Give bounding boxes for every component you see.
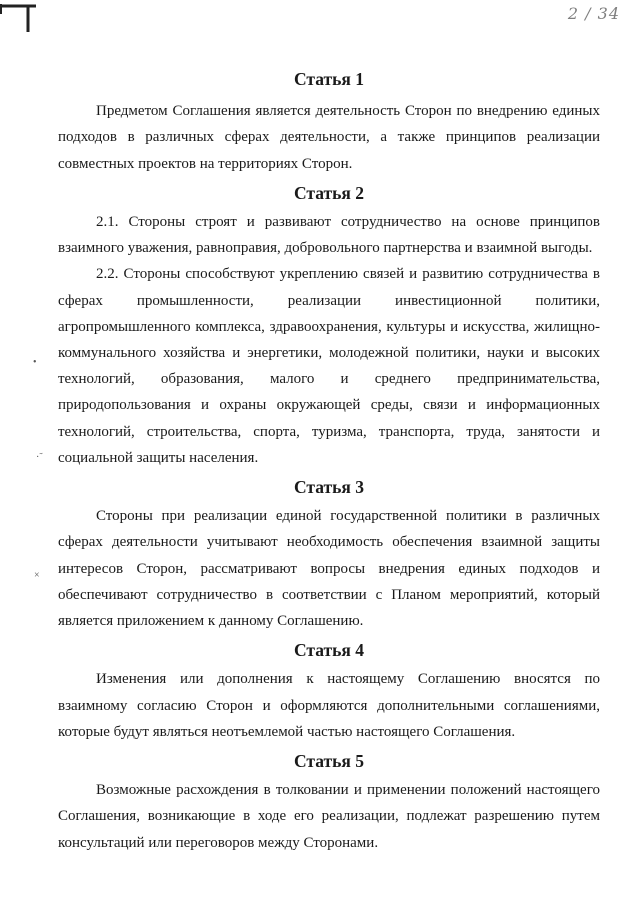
article-2-heading: Статья 2 (293, 182, 365, 203)
article-3-heading: Статья 3 (293, 477, 365, 498)
article-5-paragraph-1: Возможные расхождения в толковании и применении положений настоящего Соглашения, возникающие в ходе его реализации, подлежат разрешению путем консультаций или переговоров между Сторонами. (58, 782, 600, 851)
article-1-heading: Статья 1 (293, 69, 365, 89)
article-1-paragraph-1: Предметом Соглашения является деятельность Сторон по внедрению единых подходов в различных сферах деятельности, а также принципов реализации совместных проектов на территориях Сторон. (58, 103, 600, 172)
article-4-paragraph-1: Изменения или дополнения к настоящему Соглашению вносятся по взаимному согласию Сторон и оформляются дополнительными соглашениями, которые будут являться неотъемлемой частью настоящего Соглашения. (58, 671, 600, 740)
corner-scan-mark (0, 0, 40, 40)
margin-speck: × (34, 570, 40, 581)
article-2-paragraph-1: 2.1. Стороны строят и развивают сотрудничество на основе принципов взаимного уважения, равноправия, добровольного партнерства и взаимной выгоды. (58, 214, 600, 257)
article-2-paragraph-2: 2.2. Стороны способствуют укреплению связей и развитию сотрудничества в сферах промышленности, реализации инвестиционной политики, агропромышленного комплекса, здравоохранения, культуры и искусства, жилищно-коммунального хозяйства и энергетики, молодежной политики, науки и высоких технологий, образования, малого и среднего предпринимательства, природопользования и охраны окружающей среды, связи и информационных технологий, строительства, спорта, туризма, транспорта, труда, занятости и социальной защиты населения. (58, 266, 600, 466)
margin-speck: ·˜ (36, 452, 43, 463)
page-number: 2 / 34 (567, 4, 620, 23)
article-5-heading: Статья 5 (293, 751, 365, 772)
document-body (58, 66, 600, 856)
article-4-heading: Статья 4 (293, 640, 365, 661)
article-3-paragraph-1: Стороны при реализации единой государственной политики в различных сферах деятельности учитывают необходимость обеспечения взаимной защиты интересов Сторон, рассматривают вопросы внедрения единых подходов и обеспечивают сотрудничество в соответствии с Планом мероприятий, который является приложением к данному Соглашению. (58, 508, 600, 630)
margin-speck: • (33, 357, 37, 368)
